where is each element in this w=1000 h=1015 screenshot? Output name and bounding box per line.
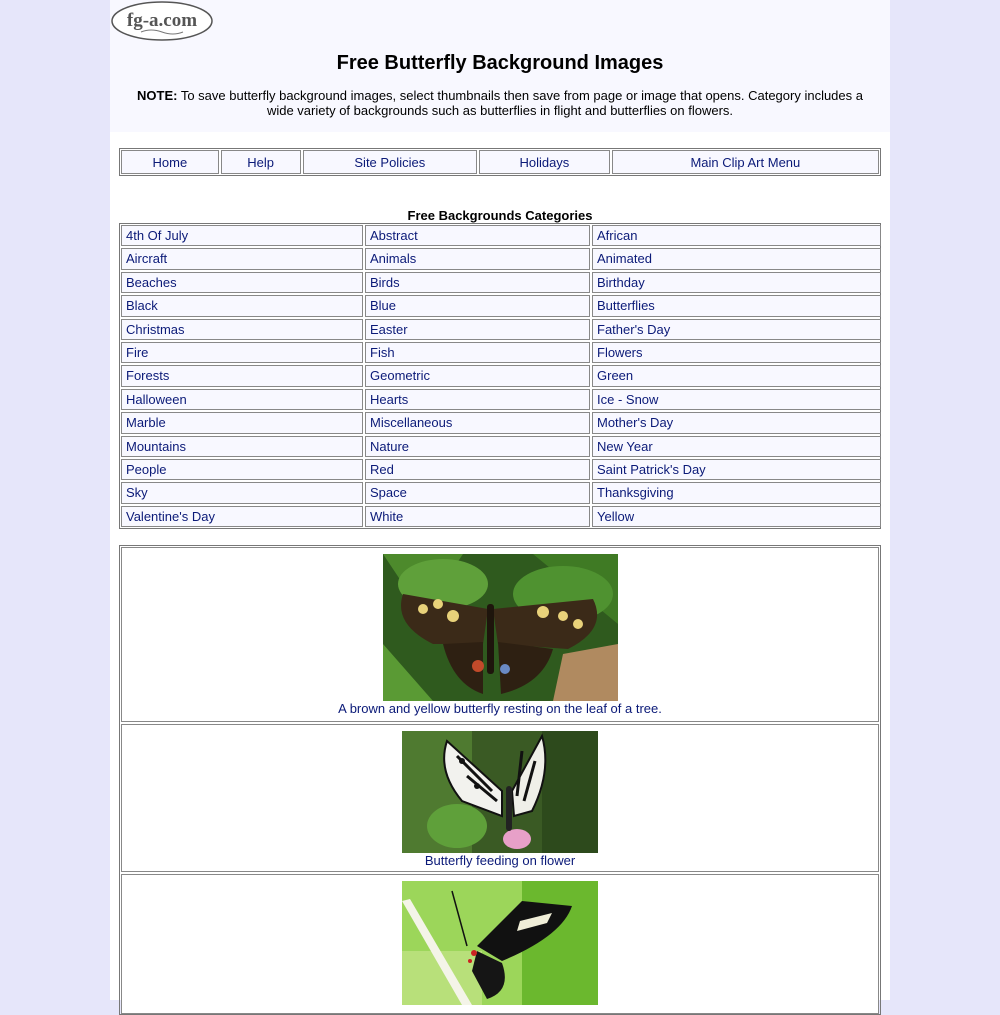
category-link-aircraft[interactable]: Aircraft [126, 251, 168, 267]
category-link-4th-of-july[interactable]: 4th Of July [126, 228, 189, 243]
category-cell[interactable] [365, 295, 590, 316]
category-link-thanksgiving[interactable]: Thanksgiving [597, 485, 674, 501]
category-link-yellow[interactable]: Yellow [597, 508, 635, 524]
nav-help[interactable] [221, 150, 301, 174]
category-link-nature[interactable]: Nature [370, 438, 410, 454]
category-cell[interactable] [121, 225, 363, 246]
nav-site-policies-link[interactable]: Site Policies [354, 154, 426, 170]
category-cell[interactable] [121, 342, 363, 363]
category-cell[interactable] [121, 506, 363, 527]
butterfly-thumbnail-2[interactable] [402, 731, 598, 853]
category-link-abstract[interactable]: Abstract [370, 228, 418, 243]
category-cell[interactable] [365, 319, 590, 340]
site-logo[interactable] [111, 1, 213, 41]
category-cell[interactable] [592, 342, 881, 363]
category-cell[interactable] [121, 436, 363, 457]
category-cell[interactable] [121, 272, 363, 293]
category-link-mother-s-day[interactable]: Mother's Day [597, 415, 674, 431]
category-link-christmas[interactable]: Christmas [126, 321, 185, 337]
category-link-easter[interactable]: Easter [370, 321, 408, 337]
nav-help-link[interactable]: Help [247, 154, 274, 170]
gallery-item [121, 874, 879, 1014]
nav-main-clip-art-menu-link[interactable]: Main Clip Art Menu [690, 154, 801, 170]
nav-holidays[interactable] [479, 150, 610, 174]
note-label: NOTE: [137, 88, 178, 103]
categories-caption: Free Backgrounds Categories [407, 208, 593, 223]
category-cell[interactable] [365, 225, 590, 246]
category-cell[interactable] [365, 482, 590, 503]
category-cell[interactable] [365, 436, 590, 457]
nav-main-clip-art-menu[interactable] [612, 150, 879, 174]
category-cell[interactable] [121, 459, 363, 480]
category-cell[interactable] [592, 295, 881, 316]
category-link-african[interactable]: African [597, 228, 638, 243]
category-cell[interactable] [365, 365, 590, 386]
logo-text: fg-a.com [126, 10, 198, 31]
category-link-flowers[interactable]: Flowers [597, 344, 643, 360]
category-cell[interactable] [121, 365, 363, 386]
nav-holidays-link[interactable]: Holidays [519, 154, 570, 170]
category-cell[interactable] [592, 365, 881, 386]
category-link-saint-patrick-s-day[interactable]: Saint Patrick's Day [597, 461, 706, 477]
category-cell[interactable] [121, 482, 363, 503]
category-link-fire[interactable]: Fire [126, 344, 149, 360]
category-cell[interactable] [365, 272, 590, 293]
category-link-birds[interactable]: Birds [370, 274, 400, 290]
category-link-animals[interactable]: Animals [370, 251, 417, 267]
category-link-fish[interactable]: Fish [370, 344, 395, 360]
butterfly-thumbnail-1[interactable] [383, 554, 618, 701]
category-cell[interactable] [592, 506, 881, 527]
category-link-forests[interactable]: Forests [126, 368, 170, 384]
category-link-beaches[interactable]: Beaches [126, 274, 177, 290]
gallery-item [121, 547, 879, 722]
category-cell[interactable] [592, 459, 881, 480]
category-cell[interactable] [592, 389, 881, 410]
category-link-white[interactable]: White [370, 508, 404, 524]
gallery-caption-2[interactable]: Butterfly feeding on flower [424, 853, 576, 868]
category-link-birthday[interactable]: Birthday [597, 274, 645, 290]
category-cell[interactable] [592, 248, 881, 269]
category-cell[interactable] [365, 459, 590, 480]
category-link-red[interactable]: Red [370, 461, 394, 477]
page-title: Free Butterfly Background Images [336, 52, 664, 74]
page [110, 0, 890, 1000]
category-link-animated[interactable]: Animated [597, 251, 652, 267]
category-cell[interactable] [365, 342, 590, 363]
nav-home-link[interactable]: Home [152, 154, 188, 170]
category-cell[interactable] [121, 389, 363, 410]
note-text: To save butterfly background images, select thumbnails then save from page or image that opens. Category includes a wide variety of backgrounds such as butterflies in flight and butterflies on flowers. [177, 88, 863, 118]
category-cell[interactable] [592, 272, 881, 293]
category-link-geometric[interactable]: Geometric [370, 368, 430, 384]
nav-home[interactable] [121, 150, 219, 174]
category-cell[interactable] [592, 436, 881, 457]
category-link-new-year[interactable]: New Year [597, 438, 653, 454]
category-cell[interactable] [121, 295, 363, 316]
category-link-butterflies[interactable]: Butterflies [597, 298, 655, 314]
category-cell[interactable] [365, 389, 590, 410]
category-cell[interactable] [121, 412, 363, 433]
category-cell[interactable] [592, 412, 881, 433]
category-cell[interactable] [121, 248, 363, 269]
category-link-green[interactable]: Green [597, 368, 634, 384]
gallery-caption-1[interactable]: A brown and yellow butterfly resting on the leaf of a tree. [338, 701, 662, 716]
category-cell[interactable] [121, 319, 363, 340]
category-link-miscellaneous[interactable]: Miscellaneous [370, 415, 453, 431]
top-nav [119, 148, 881, 176]
category-link-mountains[interactable]: Mountains [126, 438, 186, 454]
category-link-black[interactable]: Black [126, 298, 158, 314]
category-link-blue[interactable]: Blue [370, 298, 397, 314]
categories-table [119, 223, 881, 529]
category-link-ice-snow[interactable]: Ice - Snow [597, 391, 659, 407]
category-link-halloween[interactable]: Halloween [126, 391, 187, 407]
category-link-space[interactable]: Space [370, 485, 407, 501]
gallery-table [119, 545, 881, 1015]
category-cell[interactable] [592, 319, 881, 340]
category-cell[interactable] [365, 506, 590, 527]
category-link-sky[interactable]: Sky [126, 485, 148, 501]
butterfly-thumbnail-3[interactable] [402, 881, 598, 1005]
note [124, 88, 876, 118]
nav-site-policies[interactable] [303, 150, 478, 174]
header [110, 0, 890, 132]
category-link-marble[interactable]: Marble [126, 415, 166, 431]
category-cell[interactable] [592, 225, 881, 246]
category-link-hearts[interactable]: Hearts [370, 391, 409, 407]
category-link-valentine-s-day[interactable]: Valentine's Day [126, 508, 215, 524]
category-cell[interactable] [365, 248, 590, 269]
gallery-item [121, 724, 879, 872]
category-cell[interactable] [592, 482, 881, 503]
category-link-people[interactable]: People [126, 461, 167, 477]
category-cell[interactable] [365, 412, 590, 433]
category-link-father-s-day[interactable]: Father's Day [597, 321, 671, 337]
